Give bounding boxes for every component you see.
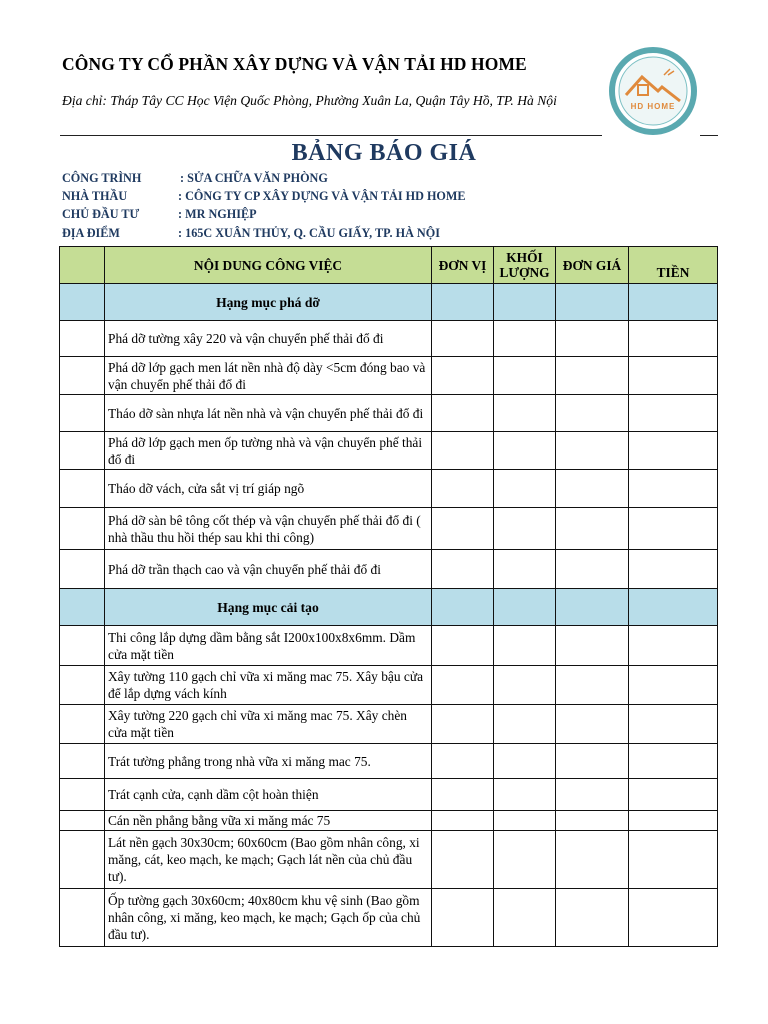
item-description: Phá dỡ sàn bê tông cốt thép và vận chuyển phế thải đổ đi ( nhà thầu thu hồi thép sau khi thi công) — [105, 508, 432, 550]
table-row — [60, 831, 718, 889]
item-description: Phá dỡ tường xây 220 và vận chuyển phế thải đổ đi — [105, 321, 432, 357]
hd-home-logo — [602, 45, 704, 137]
info-value: : 165C XUÂN THỦY, Q. CẦU GIẤY, TP. HÀ NỘI — [178, 226, 440, 240]
table-row — [60, 779, 718, 811]
document-title: BẢNG BÁO GIÁ — [291, 140, 477, 166]
info-value: : MR NGHIỆP — [178, 207, 257, 221]
item-description: Trát cạnh cửa, cạnh dầm cột hoàn thiện — [105, 779, 432, 811]
item-description: Xây tường 110 gạch chỉ vữa xi măng mac 75. Xây bậu cửa để lắp dựng vách kính — [105, 666, 432, 705]
table-row — [60, 321, 718, 357]
info-value: : SỬA CHỮA VĂN PHÒNG — [180, 171, 328, 185]
table-row — [60, 889, 718, 947]
section-title: Hạng mục phá dỡ — [105, 284, 432, 321]
info-label: CHỦ ĐẦU TƯ — [62, 207, 140, 221]
info-value: : CÔNG TY CP XÂY DỰNG VÀ VẬN TẢI HD HOME — [178, 189, 466, 203]
table-row — [60, 357, 718, 395]
item-description: Ốp tường gạch 30x60cm; 40x80cm khu vệ sinh (Bao gồm nhân công, xi măng, keo mạch, ke mạch; Gạch ốp của chủ đầu tư). — [105, 889, 432, 947]
table-row — [60, 508, 718, 550]
item-description: Tháo dỡ vách, cửa sắt vị trí giáp ngõ — [105, 470, 432, 508]
table-row — [60, 470, 718, 508]
table-row — [60, 744, 718, 779]
table-row — [60, 626, 718, 666]
logo-text: HD HOME — [630, 102, 676, 111]
item-description: Cán nền phẳng bằng vữa xi măng mác 75 — [105, 811, 432, 831]
table-row — [60, 550, 718, 589]
item-description: Phá dỡ lớp gạch men lát nền nhà độ dày <5cm đóng bao và vận chuyển phế thải đổ đi — [105, 357, 432, 395]
header-quantity: KHỐI LƯỢNG — [494, 247, 556, 284]
quotation-table — [59, 246, 718, 947]
section-title: Hạng mục cải tạo — [105, 589, 432, 626]
company-address: Địa chỉ: Tháp Tây CC Học Viện Quốc Phòng, Phường Xuân La, Quận Tây Hồ, TP. Hà Nội — [62, 93, 557, 108]
item-description: Tháo dỡ sàn nhựa lát nền nhà và vận chuyển phế thải đổ đi — [105, 395, 432, 432]
item-description: Trát tường phẳng trong nhà vữa xi măng mac 75. — [105, 744, 432, 779]
table-header-row — [60, 247, 718, 284]
header-divider — [60, 135, 602, 136]
item-description: Xây tường 220 gạch chỉ vữa xi măng mac 75. Xây chèn cửa mặt tiền — [105, 705, 432, 744]
item-description: Phá dỡ lớp gạch men ốp tường nhà và vận chuyển phế thải đổ đi — [105, 432, 432, 470]
item-description: Phá dỡ trần thạch cao và vận chuyển phế thải đổ đi — [105, 550, 432, 589]
info-label: ĐỊA ĐIỂM — [62, 226, 120, 240]
table-row — [60, 395, 718, 432]
table-row — [60, 666, 718, 705]
item-description: Lát nền gạch 30x30cm; 60x60cm (Bao gồm nhân công, xi măng, cát, keo mạch, ke mạch; Gạch lát nền của chủ đầu tư). — [105, 831, 432, 889]
info-label: CÔNG TRÌNH — [62, 171, 142, 185]
table-row — [60, 432, 718, 470]
section-row — [60, 284, 718, 321]
section-row — [60, 589, 718, 626]
item-description: Thi công lắp dựng dầm bằng sắt I200x100x8x6mm. Dầm cửa mặt tiền — [105, 626, 432, 666]
table-row — [60, 811, 718, 831]
header-description: NỘI DUNG CÔNG VIỆC — [105, 247, 432, 284]
header-no — [60, 247, 105, 284]
info-label: NHÀ THẦU — [62, 189, 128, 203]
company-name: CÔNG TY CỔ PHẦN XÂY DỰNG VÀ VẬN TẢI HD HOME — [62, 54, 527, 74]
header-amount: TIỀN — [629, 247, 718, 284]
table-row — [60, 705, 718, 744]
header-unit-price: ĐƠN GIÁ — [556, 247, 629, 284]
header-unit: ĐƠN VỊ — [432, 247, 494, 284]
